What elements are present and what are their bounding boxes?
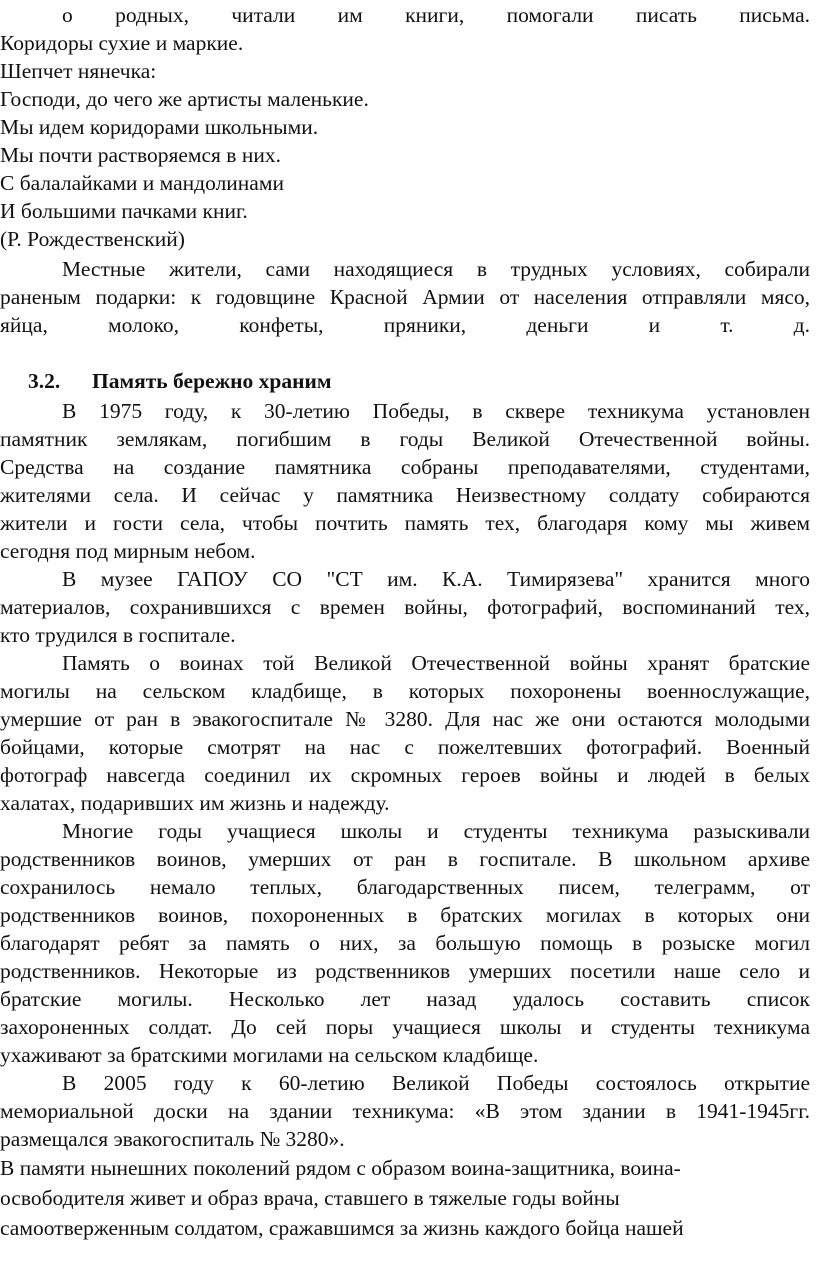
- text-line: В музее ГАПОУ СО "СТ им. К.А. Тимирязева" хранится много: [62, 567, 810, 591]
- text-line: кто трудился в госпитале.: [0, 623, 236, 647]
- text-line: бойцами, которые смотрят на нас с пожелтевших фотографий. Военный: [0, 735, 810, 759]
- text-line: могилы на сельском кладбище, в которых похоронены военнослужащие,: [0, 679, 810, 703]
- poem-line: И большими пачками книг.: [0, 199, 248, 223]
- poem-line: Шепчет нянечка:: [0, 59, 157, 83]
- poem-line: Господи, до чего же артисты маленькие.: [0, 87, 369, 111]
- text-line: сегодня под мирным небом.: [0, 539, 256, 563]
- text-line: самоотверженным солдатом, сражавшимся за жизнь каждого бойца нашей: [0, 1216, 684, 1240]
- text-line: родственников. Некоторые из родственников умерших посетили наше село и: [0, 959, 810, 983]
- text-line: размещался эвакогоспиталь № 3280».: [0, 1127, 345, 1151]
- text-line: о родных, читали им книги, помогали писать письма.: [62, 3, 810, 27]
- text-line: сохранилось немало теплых, благодарственных писем, телеграмм, от: [0, 875, 810, 899]
- text-line: мемориальной доски на здании техникума: «В этом здании в 1941-1945гг.: [0, 1099, 810, 1123]
- text-line: захороненных солдат. До сей поры учащиеся школы и студенты техникума: [0, 1015, 810, 1039]
- section-heading: [28, 368, 332, 395]
- text-line: халатах, подаривших им жизнь и надежду.: [0, 791, 390, 815]
- text-line: благодарят ребят за память о них, за большую помощь в розыске могил: [0, 931, 810, 955]
- text-line: освободителя живет и образ врача, ставшего в тяжелые годы войны: [0, 1186, 620, 1210]
- poem-line: С балалайками и мандолинами: [0, 171, 284, 195]
- text-line: родственников воинов, похороненных в братских могилах в которых они: [0, 903, 810, 927]
- poem-author: (Р. Рождественский): [0, 227, 185, 251]
- text-line: братские могилы. Несколько лет назад удалось составить список: [0, 987, 810, 1011]
- text-line: жителями села. И сейчас у памятника Неизвестному солдату собираются: [0, 483, 810, 507]
- text-line: родственников воинов, умерших от ран в госпитале. В школьном архиве: [0, 847, 810, 871]
- text-line: В памяти нынешних поколений рядом с образом воина-защитника, воина-: [0, 1156, 681, 1180]
- poem-line: Мы почти растворяемся в них.: [0, 143, 281, 167]
- text-line: Коридоры сухие и маркие.: [0, 31, 244, 55]
- text-line: Средства на создание памятника собраны преподавателями, студентами,: [0, 455, 810, 479]
- text-line: Местные жители, сами находящиеся в трудных условиях, собирали: [62, 257, 810, 281]
- text-line: яйца, молоко, конфеты, пряники, деньги и т. д.: [0, 313, 810, 337]
- text-line: фотограф навсегда соединил их скромных героев войны и людей в белых: [0, 763, 810, 787]
- poem-line: Мы идем коридорами школьными.: [0, 115, 319, 139]
- text-line: раненым подарки: к годовщине Красной Армии от населения отправляли мясо,: [0, 285, 810, 309]
- text-line: В 1975 году, к 30-летию Победы, в сквере техникума установлен: [62, 399, 810, 423]
- text-line: умершие от ран в эвакогоспитале № 3280. Для нас же они остаются молодыми: [0, 707, 810, 731]
- text-line: ухаживают за братскими могилами на сельском кладбище.: [0, 1043, 539, 1067]
- text-line: Память о воинах той Великой Отечественной войны хранят братские: [62, 651, 810, 675]
- section-number: 3.2.: [28, 369, 61, 393]
- text-line: жители и гости села, чтобы почтить память тех, благодаря кому мы живем: [0, 511, 810, 535]
- text-line: памятник землякам, погибшим в годы Великой Отечественной войны.: [0, 427, 810, 451]
- text-line: В 2005 году к 60-летию Великой Победы состоялось открытие: [62, 1071, 810, 1095]
- text-line: материалов, сохранившихся с времен войны, фотографий, воспоминаний тех,: [0, 595, 810, 619]
- section-title: Память бережно храним: [92, 369, 332, 393]
- text-line: Многие годы учащиеся школы и студенты техникума разыскивали: [62, 819, 810, 843]
